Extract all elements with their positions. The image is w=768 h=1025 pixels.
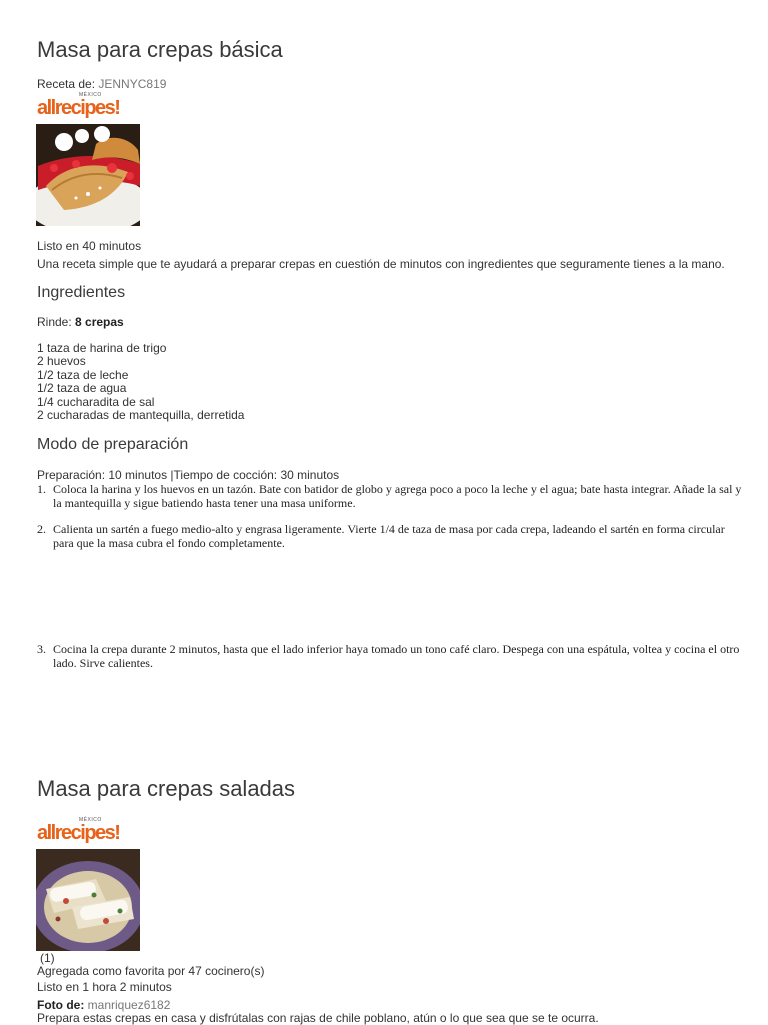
crepes-strawberry-image xyxy=(36,124,140,226)
ingredient-item: 1/2 taza de agua xyxy=(37,381,127,396)
ingredient-item: 2 huevos xyxy=(37,354,86,369)
ingredients-list xyxy=(37,342,244,422)
logo-word: allrecipes! xyxy=(37,822,120,844)
allrecipes-logo[interactable] xyxy=(37,817,120,845)
logo-word: allrecipes! xyxy=(37,97,120,119)
logo-country: MÉXICO xyxy=(79,817,102,823)
favorites-count: Agregada como favorita por 47 cocinero(s) xyxy=(37,964,265,978)
photo-credit xyxy=(37,998,170,1012)
photo-label: Foto de: xyxy=(37,998,85,1012)
photo-author-link[interactable]: manriquez6182 xyxy=(87,998,171,1012)
ready-time: Listo en 1 hora 2 minutos xyxy=(37,980,172,994)
yield-line xyxy=(37,315,124,329)
ready-time: Listo en 40 minutos xyxy=(37,239,142,253)
ingredient-item: 1/2 taza de leche xyxy=(37,367,129,382)
step-number: 1. xyxy=(37,482,46,496)
ingredient-item: 1 taza de harina de trigo xyxy=(37,341,167,355)
author-link[interactable]: JENNYC819 xyxy=(98,77,167,91)
ingredient-item: 2 cucharadas de mantequilla, derretida xyxy=(37,408,245,423)
ingredients-heading: Ingredientes xyxy=(37,284,126,301)
prep-times: Preparación: 10 minutos |Tiempo de cocción: 30 minutos xyxy=(37,468,340,482)
review-count[interactable]: (1) xyxy=(40,951,55,965)
step-text: Calienta un sartén a fuego medio-alto y engrasa ligeramente. Vierte 1/4 de taza de masa por cada crepa, ladeando el sartén en forma circular para que la masa cubra el fondo completamente. xyxy=(53,522,725,550)
step-number: 3. xyxy=(37,642,46,656)
step-number: 2. xyxy=(37,522,46,536)
crepes-savory-image xyxy=(36,849,140,951)
allrecipes-logo[interactable] xyxy=(37,92,120,120)
author-label: Receta de: xyxy=(37,77,96,91)
recipe-description: Una receta simple que te ayudará a preparar crepas en cuestión de minutos con ingredientes que seguramente tienes a la mano. xyxy=(37,257,725,271)
step-text: Coloca la harina y los huevos en un tazón. Bate con batidor de globo y agrega poco a poco la leche y el agua; bate hasta integrar. Añade la sal y la mantequilla y sigue batiendo hasta tener una masa uniforme. xyxy=(53,482,742,510)
recipe-title: Masa para crepas saladas xyxy=(37,776,296,801)
step-text: Cocina la crepa durante 2 minutos, hasta que el lado inferior haya tomado un tono café claro. Despega con una espátula, voltea y cocina el otro lado. Sirve calientes. xyxy=(53,642,740,670)
ingredient-item: 1/4 cucharadita de sal xyxy=(37,394,155,409)
recipe-author-line xyxy=(37,77,166,91)
recipe-description: Prepara estas crepas en casa y disfrútalas con rajas de chile poblano, atún o lo que sea que se te ocurra. xyxy=(37,1011,599,1025)
yield-value: 8 crepas xyxy=(75,315,124,329)
yield-label: Rinde: xyxy=(37,315,72,329)
recipe-title: Masa para crepas básica xyxy=(37,37,283,62)
logo-country: MÉXICO xyxy=(79,92,102,98)
method-heading: Modo de preparación xyxy=(37,436,189,453)
recipe-photo[interactable] xyxy=(36,124,140,226)
recipe-photo[interactable] xyxy=(36,849,140,951)
